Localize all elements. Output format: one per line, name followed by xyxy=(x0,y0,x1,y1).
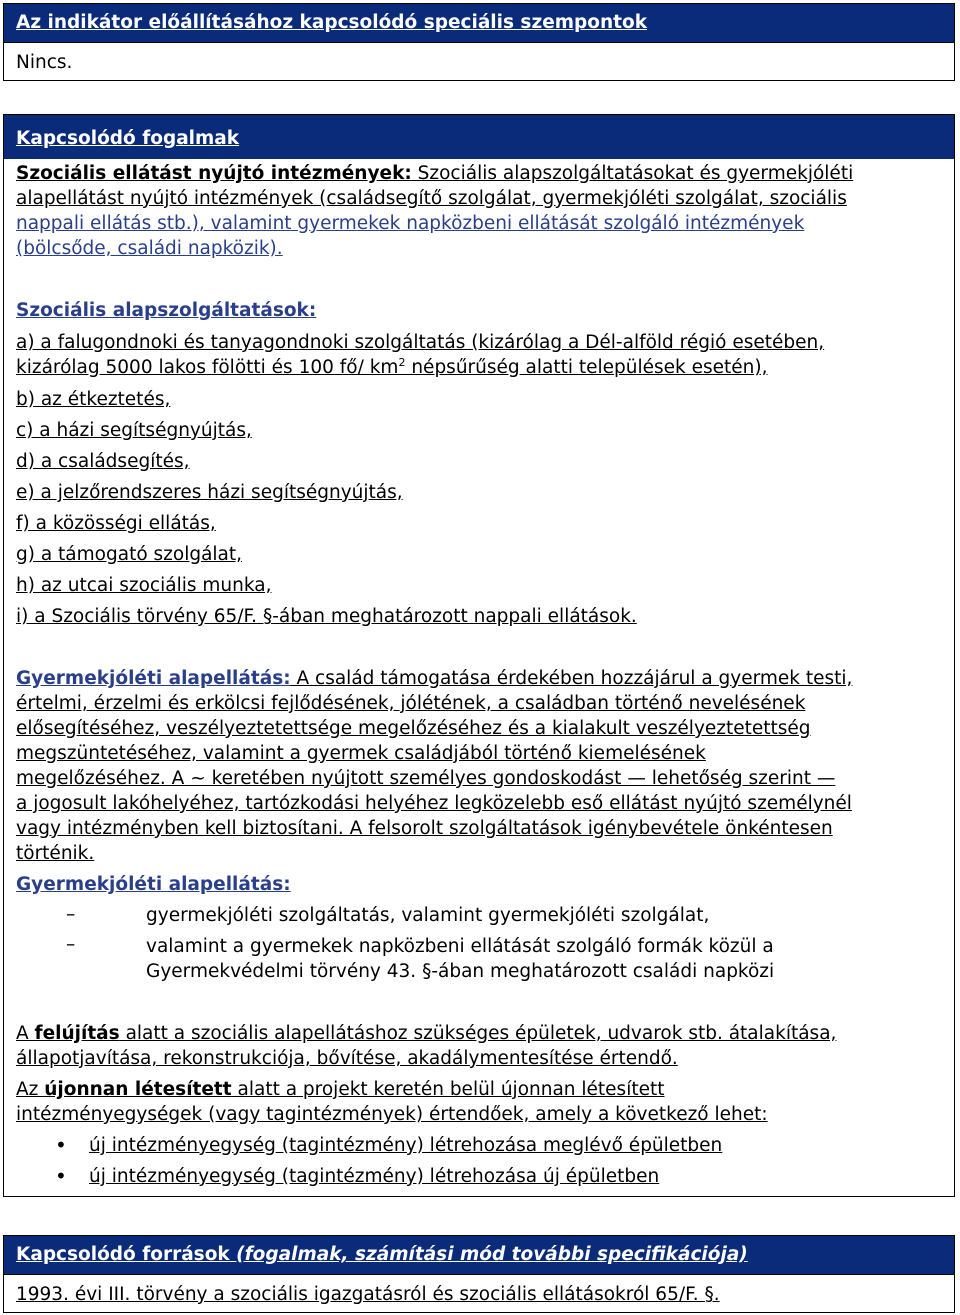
basic-services-item-e: e) a jelzőrendszeres házi segítségnyújtás, xyxy=(16,482,403,503)
related-concepts-title: Kapcsolódó fogalmak xyxy=(16,128,240,149)
special-aspects-title: Az indikátor előállításához kapcsolódó speciális szempontok xyxy=(16,12,648,33)
newly-established-line-2: intézményegységek (vagy tagintézmények) értendőek, amely a következő lehet: xyxy=(16,1104,768,1125)
bullet-marker-1: • xyxy=(55,1133,67,1157)
child-welfare-dash-item-1: gyermekjóléti szolgáltatás, valamint gyermekjóléti szolgálat, xyxy=(146,905,710,926)
child-welfare-line-6: a jogosult lakóhelyéhez, tartózkodási helyéhez legközelebb eső ellátást nyújtó személynél xyxy=(16,793,852,814)
basic-services-item-g: g) a támogató szolgálat, xyxy=(16,544,243,565)
child-welfare-dash-item-3: Gyermekvédelmi törvény 43. §-ában meghatározott családi napközi xyxy=(146,961,775,982)
related-sources-box xyxy=(3,1235,955,1313)
renovation-line-2: állapotjavítása, rekonstrukciója, bővítése, akadálymentesítése értendő. xyxy=(16,1048,678,1069)
basic-services-item-f: f) a közösségi ellátás, xyxy=(16,513,216,534)
social-institutions-line-1: Szociális ellátást nyújtó intézmények: Szociális alapszolgáltatásokat és gyermekjóléti xyxy=(16,163,854,184)
basic-services-item-i: i) a Szociális törvény 65/F. §-ában meghatározott nappali ellátások. xyxy=(16,606,637,627)
related-sources-header xyxy=(4,1236,954,1274)
basic-services-item-d: d) a családsegítés, xyxy=(16,451,190,472)
basic-services-item-b: b) az étkeztetés, xyxy=(16,389,171,410)
renovation-line-1: A felújítás alatt a szociális alapellátáshoz szükséges épületek, udvarok stb. átalakítása, xyxy=(16,1023,837,1044)
basic-services-title: Szociális alapszolgáltatások: xyxy=(16,300,317,321)
child-welfare-line-5: megelőzéséhez. A ~ keretében nyújtott személyes gondoskodást — lehetőség szerint — xyxy=(16,768,836,789)
related-concepts-header xyxy=(4,115,954,159)
social-institutions-line-4: (bölcsőde, családi napközik). xyxy=(16,238,283,259)
related-sources-content: 1993. évi III. törvény a szociális igazgatásról és szociális ellátásokról 65/F. §. xyxy=(4,1274,954,1312)
basic-services-item-c: c) a házi segítségnyújtás, xyxy=(16,420,252,441)
special-aspects-content: Nincs. xyxy=(4,42,954,80)
bullet-marker-2: • xyxy=(55,1164,67,1188)
newly-established-line-1: Az újonnan létesített alatt a projekt keretén belül újonnan létesített xyxy=(16,1079,665,1100)
child-welfare-line-4: megszüntetéséhez, valamint a gyermek családjából történő kiemelésének xyxy=(16,743,706,764)
basic-services-item-a-1: a) a falugondnoki és tanyagondnoki szolgáltatás (kizárólag a Dél-alföld régió esetében, xyxy=(16,332,825,353)
dash-marker-2: – xyxy=(66,934,76,955)
child-welfare-title-2: Gyermekjóléti alapellátás: xyxy=(16,874,291,895)
special-aspects-box xyxy=(3,3,955,81)
renovation-term: felújítás xyxy=(34,1023,120,1044)
related-sources-title: Kapcsolódó források xyxy=(16,1244,237,1265)
newly-established-bullet-1: új intézményegység (tagintézmény) létrehozása meglévő épületben xyxy=(89,1135,723,1156)
child-welfare-line-2: értelmi, érzelmi és erkölcsi fejlődésének, jólétének, a családban történő nevelésének xyxy=(16,693,806,714)
child-welfare-term: Gyermekjóléti alapellátás: xyxy=(16,668,291,689)
newly-established-term: újonnan létesített xyxy=(44,1079,232,1100)
basic-services-item-a-2: kizárólag 5000 lakos fölötti és 100 fő/ $km^2$ népsűrűség alatti települések esetén), xyxy=(16,355,768,378)
child-welfare-dash-item-2: valamint a gyermekek napközbeni ellátását szolgáló formák közül a xyxy=(146,936,774,957)
child-welfare-line-7: vagy intézményben kell biztosítani. A felsorolt szolgáltatások igénybevétele önkéntesen xyxy=(16,818,833,839)
social-institutions-line-3: nappali ellátás stb.), valamint gyermekek napközbeni ellátását szolgáló intézmények xyxy=(16,213,805,234)
social-institutions-term: Szociális ellátást nyújtó intézmények: xyxy=(16,163,412,184)
newly-established-bullet-2: új intézményegység (tagintézmény) létrehozása új épületben xyxy=(89,1166,660,1187)
dash-marker-1: – xyxy=(66,904,76,925)
child-welfare-line-3: elősegítéséhez, veszélyeztetettsége megelőzéséhez és a kialakult veszélyeztetettség xyxy=(16,718,811,739)
social-institutions-line-2: alapellátást nyújtó intézmények (családsegítő szolgálat, gyermekjóléti szolgálat, szociális xyxy=(16,188,847,209)
related-sources-title-italic: (fogalmak, számítási mód további specifikációja) xyxy=(236,1244,748,1265)
basic-services-item-h: h) az utcai szociális munka, xyxy=(16,575,272,596)
child-welfare-line-1: Gyermekjóléti alapellátás: A család támogatása érdekében hozzájárul a gyermek testi, xyxy=(16,668,853,689)
child-welfare-line-8: történik. xyxy=(16,843,95,864)
special-aspects-header xyxy=(4,4,954,42)
